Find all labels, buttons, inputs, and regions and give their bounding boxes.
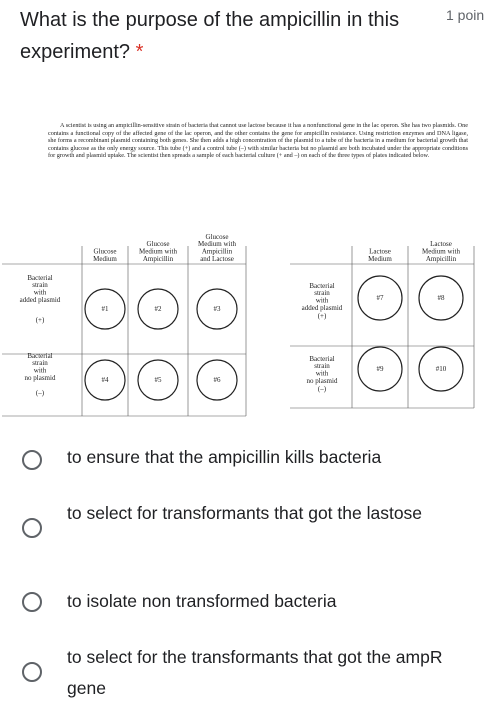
question-text: What is the purpose of the ampicillin in this experiment? bbox=[20, 9, 400, 63]
row-label-minus: no plasmid bbox=[24, 374, 56, 382]
plate-label: #6 bbox=[213, 376, 221, 384]
row-label-minus-right: with bbox=[315, 369, 329, 378]
row-label-plus: Bacterial bbox=[27, 273, 53, 282]
column-header-1: Glucose bbox=[93, 247, 117, 256]
column-header-right-2: Lactose bbox=[430, 240, 452, 249]
row-label-plus-right: Bacterial bbox=[309, 281, 335, 290]
figure-passage: A scientist is using an ampicillin-sensitive strain of bacteria that cannot use lactose because it has a nonfunctional gene in the lac operon. She has two plasmids. One contains a functional copy of the affected gene of the lac operon, and the other contains the gene for ampicillin resistance. Using restriction enzymes and DNA ligase, she forms a recombinant plasmid containing both genes. She then adds a high concentration of the plasmid to a tube of the bacteria in a medium for bacterial growth that contains glucose as the only energy source. This tube (+) and a control tube (–) with similar bacteria but no plasmid are both incubated under the appropriate conditions for growth and plasmid uptake. The scientist then spreads a sample of each bacterial culture (+ and –) on each of the three types of plates indicated below. bbox=[48, 122, 468, 160]
option-label: to select for the transformants that got the ampR gene bbox=[67, 647, 443, 698]
row-label-minus: (–) bbox=[35, 389, 45, 397]
option-label: to ensure that the ampicillin kills bacteria bbox=[67, 447, 382, 467]
row-label-plus-right: (+) bbox=[317, 312, 327, 320]
row-label-plus: with bbox=[33, 288, 47, 297]
column-header-3: Medium with bbox=[198, 240, 236, 249]
column-header-right-1: Medium bbox=[368, 255, 392, 263]
column-header-2: Glucose bbox=[146, 240, 170, 249]
column-header-1: Medium bbox=[93, 255, 117, 263]
column-header-2: Ampicillin bbox=[142, 255, 174, 263]
option-label: to isolate non transformed bacteria bbox=[67, 591, 337, 611]
plate-label: #9 bbox=[376, 365, 384, 373]
column-header-right-1: Lactose bbox=[369, 247, 391, 256]
row-label-minus-right: strain bbox=[314, 362, 330, 371]
question-title bbox=[20, 4, 420, 68]
row-label-plus-right: added plasmid bbox=[301, 304, 343, 312]
column-header-right-2: Medium with bbox=[422, 247, 460, 256]
column-header-3: Ampicillin bbox=[201, 247, 233, 256]
plate-label: #7 bbox=[376, 294, 384, 302]
radio-button[interactable] bbox=[22, 662, 42, 682]
radio-button[interactable] bbox=[22, 450, 42, 470]
row-label-minus-right: (–) bbox=[317, 385, 327, 393]
plate-label: #3 bbox=[213, 305, 221, 313]
column-header-3: and Lactose bbox=[200, 255, 234, 263]
plate-label: #5 bbox=[154, 376, 162, 384]
row-label-minus-right: no plasmid bbox=[306, 377, 338, 385]
row-label-plus: added plasmid bbox=[19, 296, 61, 304]
row-label-plus-right: strain bbox=[314, 289, 330, 298]
radio-button[interactable] bbox=[22, 592, 42, 612]
question-figure bbox=[0, 118, 496, 418]
row-label-minus-right: Bacterial bbox=[309, 354, 335, 363]
row-label-minus: Bacterial bbox=[27, 351, 53, 360]
plate-label: #4 bbox=[101, 376, 109, 384]
column-header-2: Medium with bbox=[139, 247, 177, 256]
plate-label: #1 bbox=[101, 305, 109, 313]
row-label-plus: strain bbox=[32, 281, 48, 290]
column-header-3: Glucose bbox=[205, 232, 229, 241]
points-label: 1 poin bbox=[446, 7, 485, 23]
plates-diagram bbox=[0, 118, 496, 418]
radio-button[interactable] bbox=[22, 518, 42, 538]
required-marker: * bbox=[135, 41, 144, 63]
row-label-minus: strain bbox=[32, 359, 48, 368]
plate-label: #2 bbox=[154, 305, 162, 313]
row-label-plus: (+) bbox=[35, 316, 45, 324]
plate-label: #8 bbox=[437, 294, 445, 302]
option-label: to select for transformants that got the lastose bbox=[67, 503, 423, 523]
row-label-plus-right: with bbox=[315, 296, 329, 305]
row-label-minus: with bbox=[33, 366, 47, 375]
plate-label: #10 bbox=[435, 365, 447, 373]
column-header-right-2: Ampicillin bbox=[425, 255, 457, 263]
